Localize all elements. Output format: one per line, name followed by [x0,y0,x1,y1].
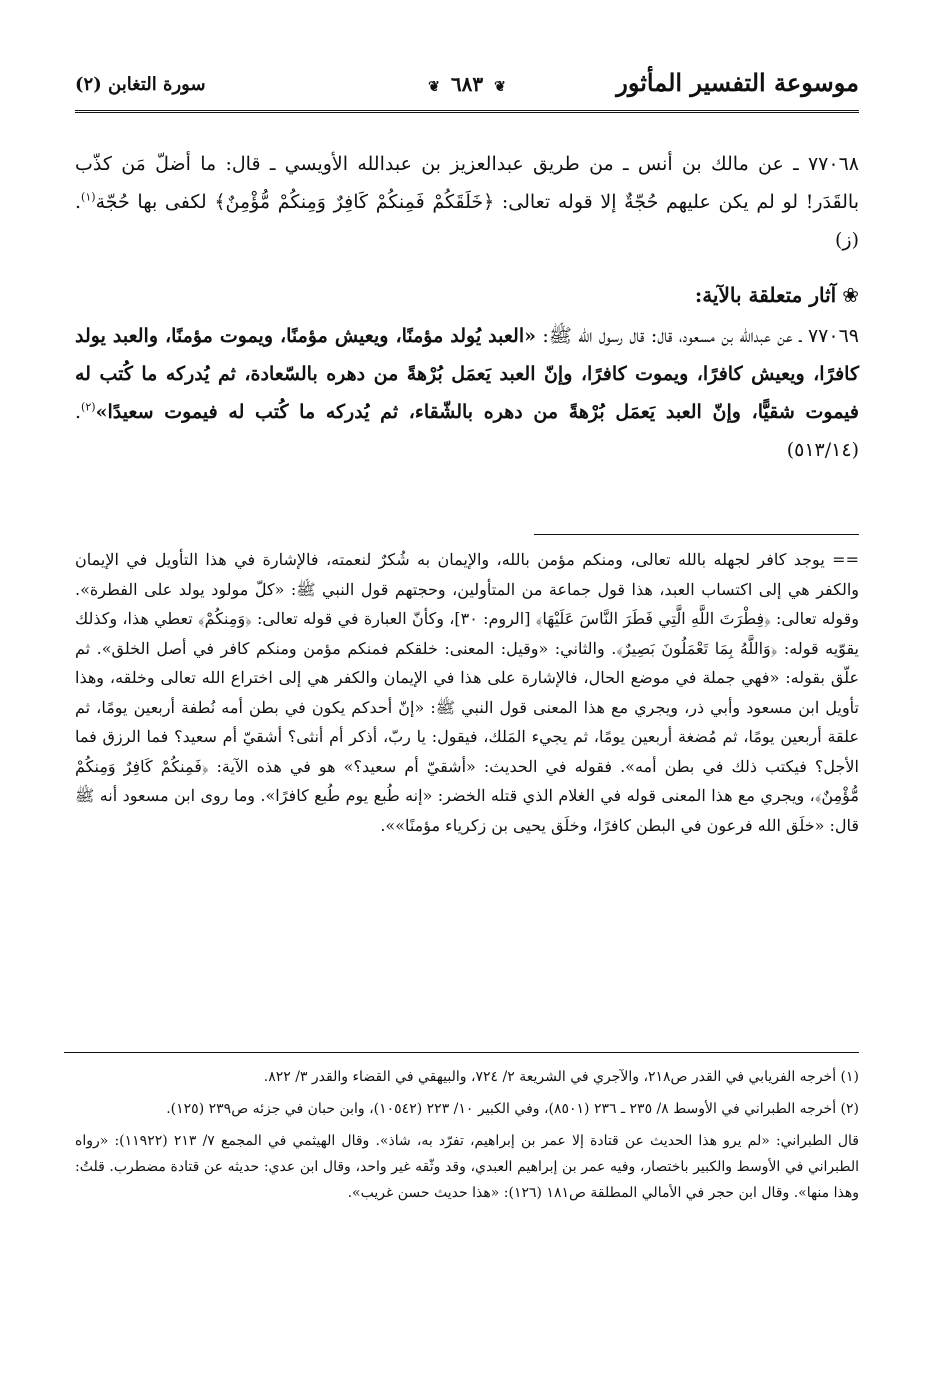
flower-icon: ❀ [842,283,859,307]
narration-77069 [75,317,859,469]
footnote-ref: (٢) [81,400,96,414]
running-header [75,68,859,108]
section-title: آثار متعلقة بالآية: [694,283,837,307]
header-divider [75,110,859,113]
commentary-continuation [75,545,859,840]
footnote-2-note: قال الطبراني: «لم يرو هذا الحديث عن قتادة إلا عمر بن إبراهيم، تفرّد به، شاذ». وقال الهيثمي في المجمع ٧/ ٢١٣ (١١٩٢٢): «رواه الطبراني في الأوسط والكبير باختصار، وفيه عمر بن إبراهيم العبدي، وقد وثّقه غير واحد، وقال ابن عدي: حديثه عن قتادة مضطرب. قلتُ: وهذا منها». وقال ابن حجر في الأمالي المطلقة ص١٨١ (١٢٦): «هذا حديث حسن غريب». [75,1133,859,1201]
footnote-2: (٢) أخرجه الطبراني في الأوسط ٨/ ٢٣٥ ـ ٢٣٦ (٨٥٠١)، وفي الكبير ١٠/ ٢٢٣ (١٠٥٤٢)، وابن حبان في جزئه ص٢٣٩ (١٢٥). [166,1101,859,1117]
commentary-divider [534,534,859,535]
section-heading [75,277,859,313]
footnote-ref: (١) [81,190,96,204]
narration-lead: ٧٧٠٦٩ ـ عن عبدالله بن مسعود، قال: قال رسول الله ﷺ: [535,325,859,347]
narration-77068 [75,145,859,259]
ornament-icon: ❦ [494,79,506,95]
ornament-icon: ❦ [428,79,440,95]
surah-title: سورة التغابن (٢) [75,74,206,95]
footnotes-divider [64,1052,859,1053]
footnotes [75,1064,859,1212]
hadith-text: «العبد يُولد مؤمنًا، ويعيش مؤمنًا، ويموت مؤمنًا، والعبد يولد كافرًا، ويعيش كافرًا، ويموت كافرًا، وإنّ العبد يَعمَل بُرْهةً من دهره بالسّعادة، ثم يُدركه ما كُتب له فيموت شقيًّا، وإنّ العبد يَعمَل بُرْهةً من دهره بالشّقاء، ثم يُدركه ما كُتب له فيموت سعيدًا» [75,325,859,423]
main-text [75,145,859,469]
book-title: موسوعة التفسير المأثور [616,68,859,97]
commentary-text: == يوجد كافر لجهله بالله تعالى، ومنكم مؤمن بالله، والإيمان به شُكرٌ لنعمته، فالإشارة في هذا التأويل في الإيمان والكفر هي إلى اكتساب العبد، هذا قول جماعة من المتأولين، وحجتهم قول النبي ﷺ: «كلّ مولود يولد على الفطرة». وقوله تعالى: ﴿فِطْرَتَ اللَّهِ الَّتِي فَطَرَ النَّاسَ عَلَيْهَا﴾ [الروم: ٣٠]، وكأنّ العبارة في قوله تعالى: ﴿وَمِنكُمْ﴾ تعطي هذا، وكذلك يقوّيه قوله: ﴿وَاللَّهُ بِمَا تَعْمَلُونَ بَصِيرٌ﴾. والثاني: «وقيل: المعنى: خلقكم فمنكم مؤمن ومنكم كافر في أصل الخلق». ثم علّق بقوله: «فهي جملة في موضع الحال، فالإشارة على هذا في الإيمان والكفر هي إلى اختراع الله تعالى وخلقه، وهذا تأويل ابن مسعود وأبي ذر، ويجري مع هذا المعنى قول النبي ﷺ: «إنّ أحدكم يكون في بطن أمه نُطفة أربعين يومًا، ثم علقة أربعين يومًا، ثم مُضغة أربعين يومًا، ثم يجيء المَلك، فيقول: يا ربّ، أذكر أم أنثى؟ أشقيّ أم سعيد؟ فما الرزق فما الأجل؟ فيكتب ذلك في بطن أمه». فقوله في الحديث: «أشقيّ أم سعيد؟» هو في هذه الآية: ﴿فَمِنكُمْ كَافِرٌ وَمِنكُمْ مُّؤْمِنٌ﴾، ويجري مع هذا المعنى قوله في الغلام الذي قتله الخضر: «إنه طُبع يوم طُبع كافرًا». وما روى ابن مسعود أنه ﷺ قال: «خلَق الله فرعون في البطن كافرًا، وخلَق يحيى بن زكرياء مؤمنًا»». [75,550,860,835]
footnote-1: (١) أخرجه الفريابي في القدر ص٢١٨، والآجري في الشريعة ٢/ ٧٢٤، والبيهقي في القضاء والقدر ٣/ ٨٢٢. [263,1069,859,1085]
page-number: ٦٨٣ [450,72,484,96]
narration-suffix: . (ز) [75,191,859,251]
narration-text: ٧٧٠٦٨ ـ عن مالك بن أنس ـ من طريق عبدالعزيز بن عبدالله الأويسي ـ قال: ما أضلّ مَن كذّب بالقَدَر! لو لم يكن عليهم حُجّةٌ إلا قوله تعالى: ﴿خَلَقَكُمْ فَمِنكُمْ كَافِرٌ وَمِنكُمْ مُّؤْمِنٌ﴾ لكفى بها حُجّة [75,153,859,213]
narration-suffix: . (٥١٣/١٤) [75,401,859,461]
